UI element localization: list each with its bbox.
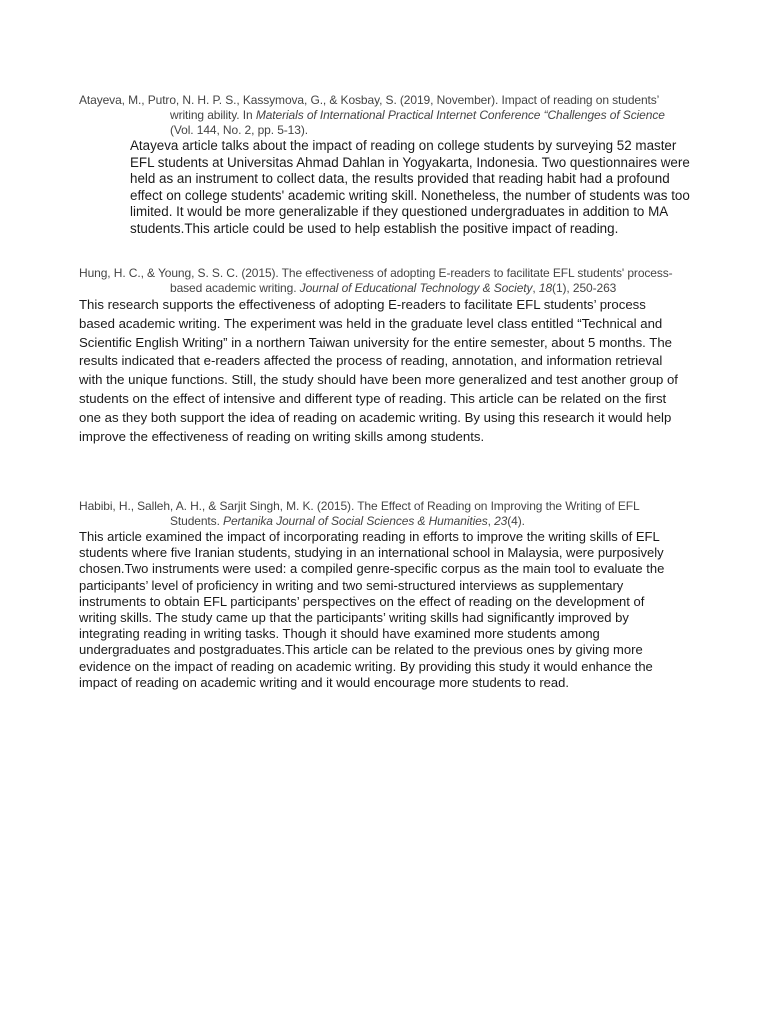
citation: Habibi, H., Salleh, A. H., & Sarjit Singh, M. K. (2015). The Effect of Reading on Improving the Writing of EFL Students. Pertanika Journal of Social Sciences & Humanities, 23(4). — [79, 499, 640, 528]
citation-tail: (Vol. 144, No. 2, pp. 5-13). — [170, 123, 308, 137]
annotation: This article examined the impact of incorporating reading in efforts to improve the writing skills of EFL students where five Iranian students, studying in an international school in Malaysia, were purposively chosen.Two instruments were used: a compiled genre-specific corpus as the main tool to evaluate the participants’ level of proficiency in writing and two semi-structured interviews as supplementary instruments to obtain EFL participants’ perspectives on the effect of reading on the development of writing skills. The study came up that the participants’ writing skills had significantly improved by integrating reading in writing tasks. Though it should have examined more students among undergraduates and postgraduates.This article can be related to the previous ones by giving more evidence on the impact of reading on academic writing. By providing this study it would enhance the impact of reading on academic writing and it would encourage more students to read. — [79, 529, 665, 690]
reference-entry — [79, 93, 690, 237]
annotation: This research supports the effectiveness of adopting E-readers to facilitate EFL students’ process based academic writing. The experiment was held in the graduate level class entitled “Technical and Scientific English Writing” in a northern Taiwan university for the entire semester, about 5 months. The results indicated that e-readers affected the process of reading, annotation, and information retrieval with the unique functions. Still, the study should have been more generalized and test another group of students on the effect of intensive and different type of reading. This article can be related on the first one as they both support the idea of reading on academic writing. By using this research it would help improve the effectiveness of reading on writing skills among students. — [79, 297, 678, 444]
reference-entry — [79, 499, 679, 691]
citation-volume: 18 — [538, 281, 553, 295]
reference-entry — [79, 266, 679, 446]
citation-tail: (1), 250-263 — [552, 281, 617, 295]
citation-source: Pertanika Journal of Social Sciences & Humanities — [223, 514, 488, 528]
citation: Hung, H. C., & Young, S. S. C. (2015). The effectiveness of adopting E-readers to facilitate EFL students' process-based academic writing. Journal of Educational Technology & Society, 18(1), 250-263 — [79, 266, 673, 295]
citation-source: Materials of International Practical Internet Conference “Challenges of Science — [255, 108, 665, 122]
citation-tail: (4). — [507, 514, 525, 528]
citation-authors: Habibi, H., Salleh, A. H., & Sarjit Singh, M. K. (2015). The Effect of Reading on Improving the Writing of EFL Students. — [79, 499, 640, 528]
citation-authors: Hung, H. C., & Young, S. S. C. (2015). The effectiveness of adopting E-readers to facilitate EFL students' process-based academic writing. — [79, 266, 673, 295]
citation-volume: 23 — [494, 514, 508, 528]
citation-source: Journal of Educational Technology & Society — [299, 281, 533, 295]
citation-authors: Atayeva, M., Putro, N. H. P. S., Kassymova, G., & Kosbay, S. (2019, November). Impact of reading on students’ writing ability. In — [79, 93, 659, 122]
citation — [79, 93, 679, 138]
annotation: Atayeva article talks about the impact of reading on college students by surveying 52 master EFL students at Universitas Ahmad Dahlan in Yogyakarta, Indonesia. Two questionnaires were held as an instrument to collect data, the results provided that reading habit had a profound effect on college students' academic writing skill. Nonetheless, the number of students was too limited. It would be more generalizable if they questioned undergraduates in addition to MA students.This article could be used to help establish the positive impact of reading. — [130, 138, 690, 236]
